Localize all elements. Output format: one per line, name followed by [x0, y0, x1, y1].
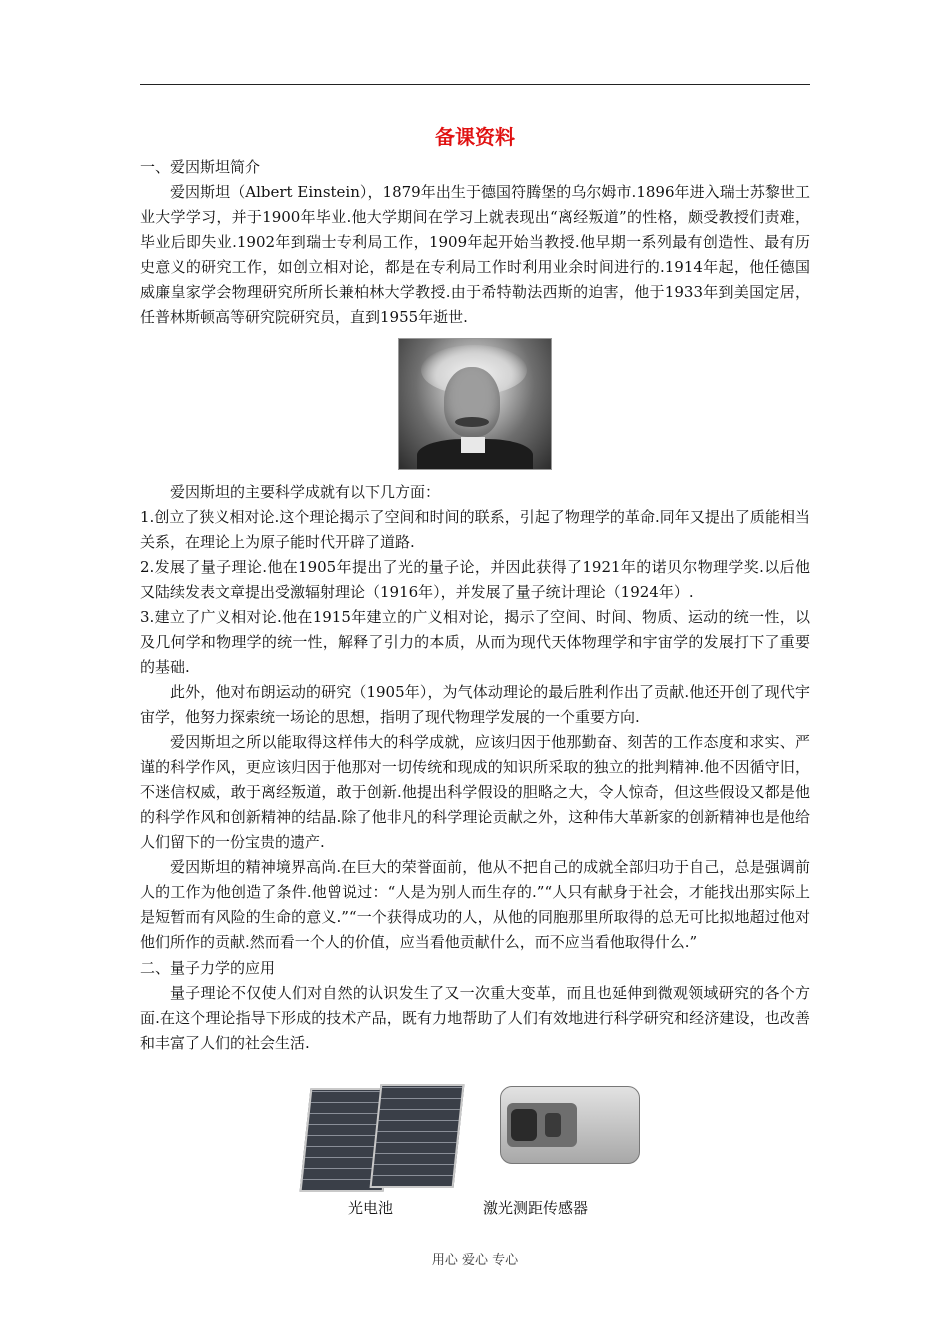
caption-solar-cell: 光电池 [348, 1199, 394, 1217]
quantum-paragraph: 量子理论不仅使人们对自然的认识发生了又一次重大变革，而且也延伸到微观领域研究的各个方面.在这个理论指导下形成的技术产品，既有力地帮助了人们有效地进行科学研究和经济建设，也改善和丰富了人们的社会生活. [140, 984, 810, 1052]
achievement-item: 2.发展了量子理论.他在1905年提出了光的量子论，并因此获得了1921年的诺贝尔物理学奖.以后他又陆续发表文章提出受激辐射理论（1916年），并发展了量子统计理论（1924年）. [140, 558, 810, 601]
spirit-paragraph: 爱因斯坦之所以能取得这样伟大的科学成就，应该归因于他那勤奋、刻苦的工作态度和求实、严谨的科学作风，更应该归因于他那对一切传统和现成的知识所采取的独立的批判精神.他不因循守旧，不迷信权威，敢于离经叛道，敢于创新.他提出科学假设的胆略之大，令人惊奇，但这些假设又都是他的科学作风和创新精神的结晶.除了他非凡的科学理论贡献之外，这种伟大革新家的创新精神也是他给人们留下的一份宝贵的遗产. [140, 733, 810, 851]
section-heading-einstein: 一、爱因斯坦简介 [140, 158, 261, 176]
quotes-paragraph: 爱因斯坦的精神境界高尚.在巨大的荣誉面前，他从不把自己的成就全部归功于自己，总是强调前人的工作为他创造了条件.他曾说过：“人是为别人而生存的.”“人只有献身于社会，才能找出那实际上是短暂而有风险的生命的意义.”“一个获得成功的人，从他的同胞那里所取得的总无可比拟地超过他对他们所作的贡献.然而看一个人的价值，应当看他贡献什么，而不应当看他取得什么.” [140, 858, 810, 951]
caption-laser-sensor: 激光测距传感器 [483, 1199, 589, 1217]
page-title: 备课资料 [435, 125, 515, 149]
figures-row [140, 1066, 810, 1216]
page-footer: 用心 爱心 专心 [431, 1253, 519, 1268]
achievements-intro: 爱因斯坦的主要科学成就有以下几方面： [170, 483, 441, 501]
document-body [140, 120, 810, 1216]
header-rule [140, 84, 810, 85]
section-heading-quantum: 二、量子力学的应用 [140, 959, 276, 977]
einstein-portrait [398, 338, 552, 470]
achievement-item: 3.建立了广义相对论.他在1915年建立的广义相对论，揭示了空间、时间、物质、运动的统一性，以及几何学和物理学的统一性，解释了引力的本质，从而为现代天体物理学和宇宙学的发展打下了重要的基础. [140, 608, 810, 676]
laser-sensor-image [500, 1086, 640, 1164]
brownian-paragraph: 此外，他对布朗运动的研究（1905年），为气体动理论的最后胜利作出了贡献.他还开创了现代宇宙学，他努力探索统一场论的思想，指明了现代物理学发展的一个重要方向. [140, 683, 810, 726]
bio-paragraph: 爱因斯坦（Albert Einstein），1879年出生于德国符腾堡的乌尔姆市.1896年进入瑞士苏黎世工业大学学习，并于1900年毕业.他大学期间在学习上就表现出“离经叛道”的性格，颇受教授们责难，毕业后即失业.1902年到瑞士专利局工作，1909年起开始当教授.他早期一系列最有创造性、最有历史意义的研究工作，如创立相对论，都是在专利局工作时利用业余时间进行的.1914年起，他任德国威廉皇家学会物理研究所所长兼柏林大学教授.由于希特勒法西斯的迫害，他于1933年到美国定居，任普林斯顿高等研究院研究员，直到1955年逝世. [140, 183, 810, 326]
achievement-item: 1.创立了狭义相对论.这个理论揭示了空间和时间的联系，引起了物理学的革命.同年又提出了质能相当关系，在理论上为原子能时代开辟了道路. [140, 508, 810, 551]
